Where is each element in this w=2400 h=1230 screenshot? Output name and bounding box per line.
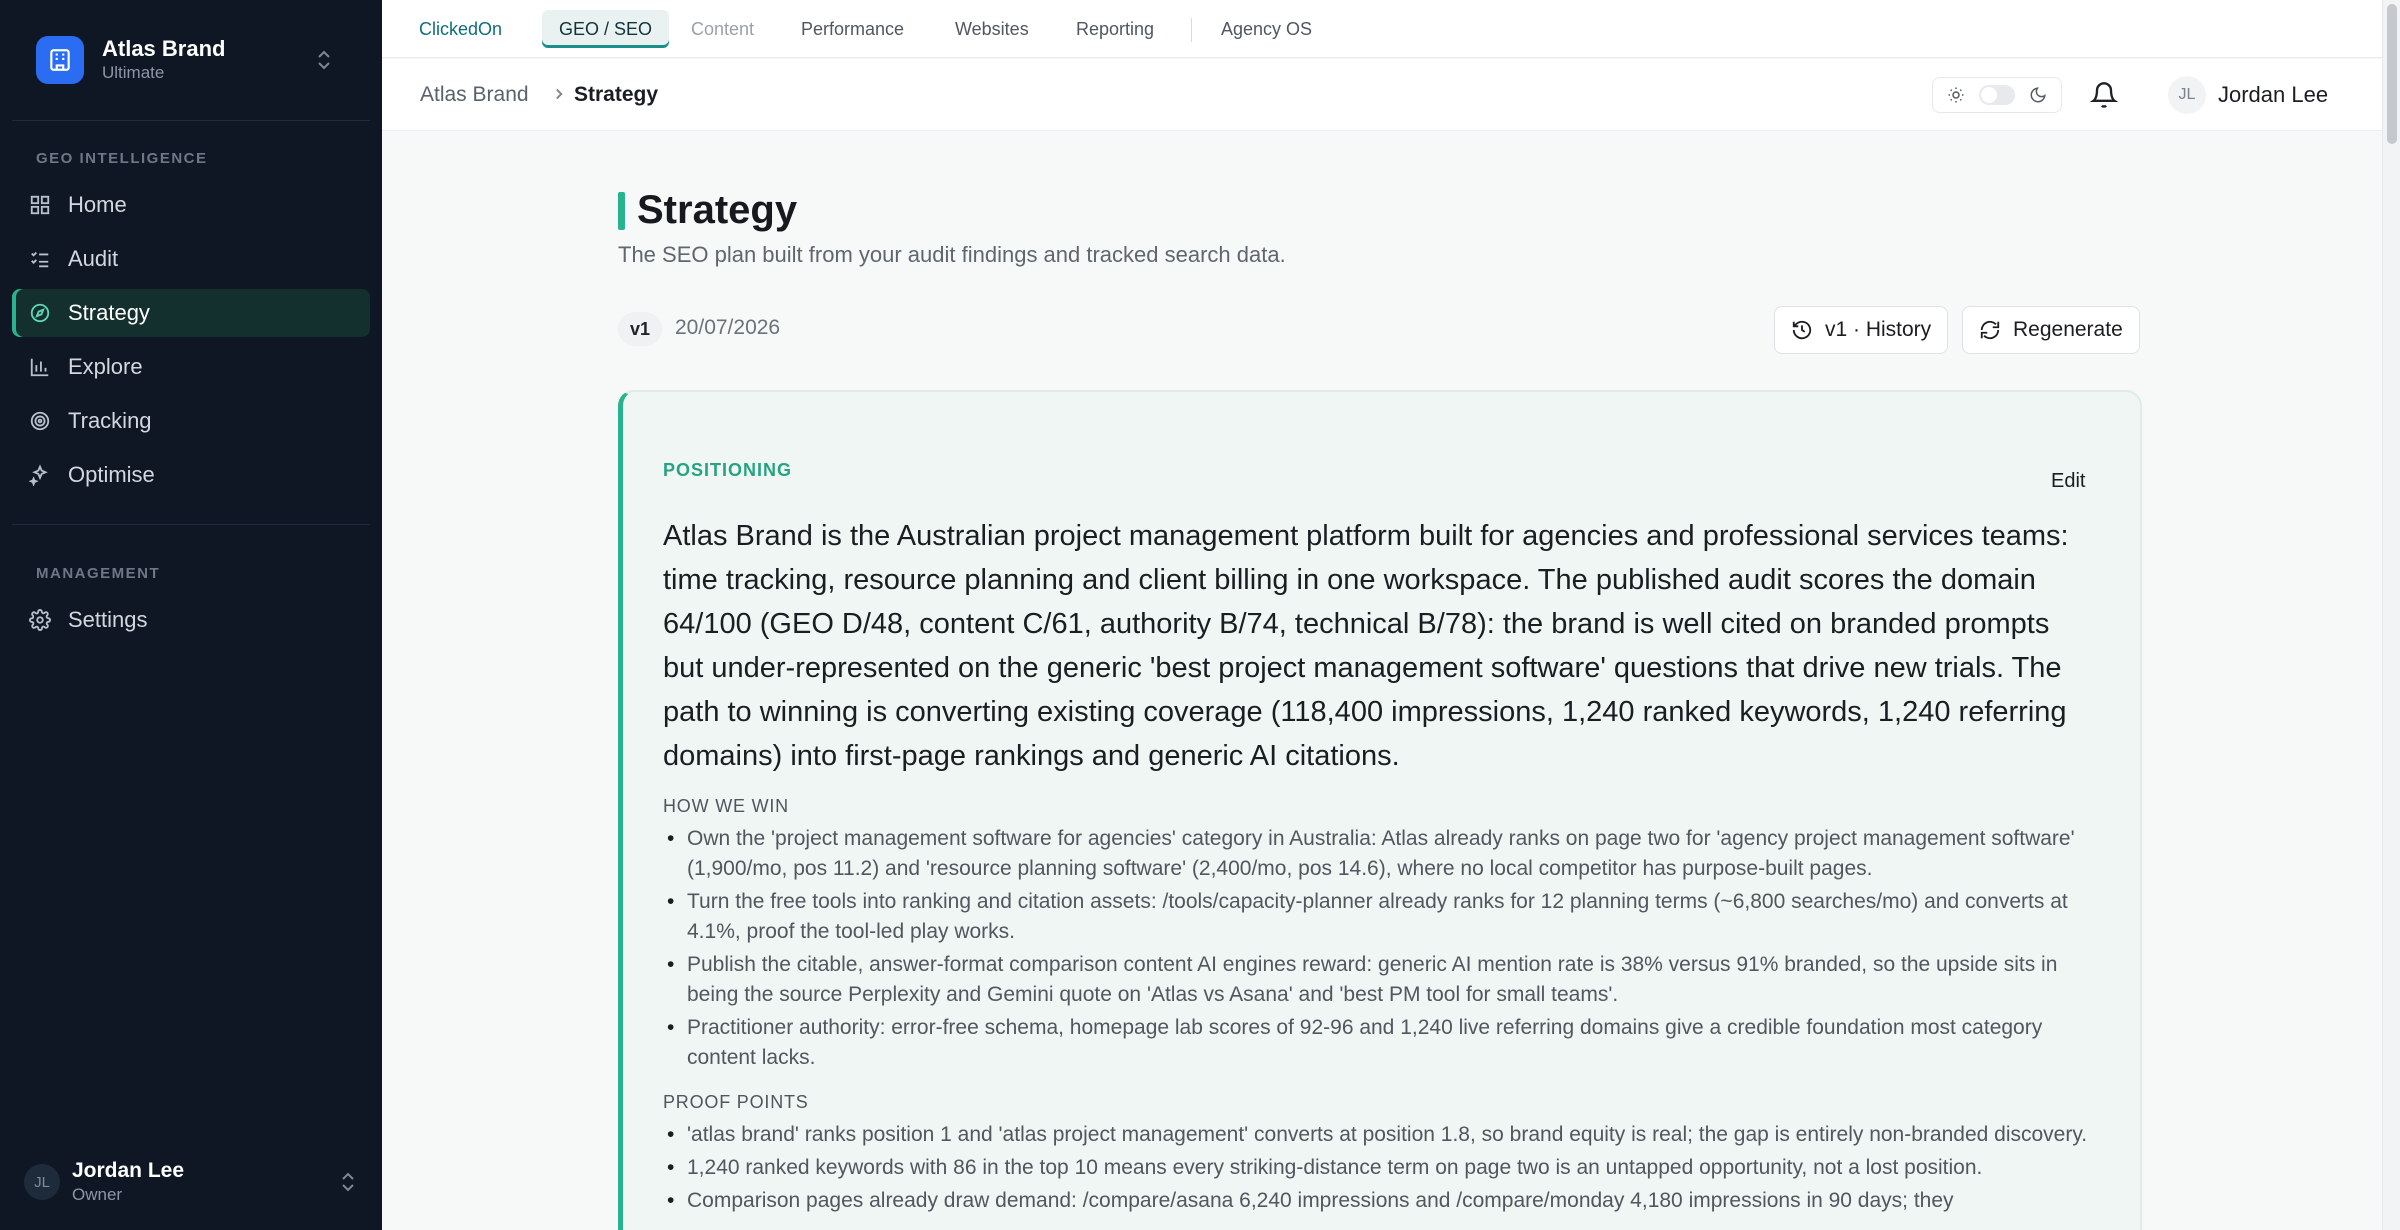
avatar: JL bbox=[2168, 76, 2206, 114]
grid-icon bbox=[28, 193, 52, 217]
building-icon bbox=[36, 36, 84, 84]
title-accent-bar bbox=[618, 192, 625, 230]
user-name: Jordan Lee bbox=[72, 1159, 185, 1182]
tab-divider bbox=[1191, 18, 1192, 42]
sidebar-divider bbox=[12, 524, 370, 525]
theme-switch-knob bbox=[1981, 87, 1997, 103]
target-icon bbox=[28, 409, 52, 433]
sidebar bbox=[0, 0, 382, 1230]
brand-plan: Ultimate bbox=[102, 63, 165, 82]
page-title: Strategy bbox=[637, 188, 798, 232]
positioning-body: Atlas Brand is the Australian project management platform built for agencies and professional services teams: time tracking, resource planning and client billing in one workspace. The published audit scores the domain 64/100 (GEO D/48, content C/61, authority B/74, technical B/78): the brand is well cited on branded prompts but under-represented on the generic 'best project management software' questions that drive new trials. The path to winning is converting existing coverage (118,400 impressions, 1,240 ranked keywords, 1,240 referring domains) into first-page rankings and generic AI citations. bbox=[663, 520, 2069, 772]
sidebar-item-label: Strategy bbox=[68, 300, 150, 325]
sidebar-item-tracking[interactable] bbox=[12, 397, 370, 445]
list-item: • Comparison pages already draw demand: /compare/asana 6,240 impressions and /compare/monday 4,180 impressions in 90 days; they bbox=[663, 1186, 2103, 1216]
account-switcher[interactable] bbox=[24, 1154, 358, 1210]
brand-name: Atlas Brand bbox=[102, 36, 226, 61]
tab-performance[interactable]: Performance bbox=[801, 18, 905, 39]
bell-icon[interactable] bbox=[2090, 81, 2118, 109]
page-title-block bbox=[618, 188, 797, 233]
sidebar-item-label: Audit bbox=[68, 246, 119, 271]
regenerate-button-label: Regenerate bbox=[2013, 318, 2123, 341]
avatar: JL bbox=[24, 1164, 60, 1200]
sidebar-item-strategy[interactable] bbox=[12, 289, 370, 337]
sparkles-icon bbox=[28, 463, 52, 487]
sidebar-item-optimise[interactable] bbox=[12, 451, 370, 499]
sidebar-item-label: Settings bbox=[68, 607, 148, 632]
refresh-icon bbox=[1979, 319, 2001, 341]
proof-points-label: PROOF POINTS bbox=[663, 1092, 809, 1112]
user-menu[interactable] bbox=[2168, 76, 2328, 114]
gear-icon bbox=[28, 608, 52, 632]
theme-switch[interactable] bbox=[1979, 85, 2015, 105]
user-role: Owner bbox=[72, 1185, 123, 1204]
edit-button[interactable]: Edit bbox=[2051, 470, 2086, 492]
page-subtitle: The SEO plan built from your audit findings and tracked search data. bbox=[618, 242, 1286, 267]
compass-icon bbox=[28, 301, 52, 325]
list-item: • Turn the free tools into ranking and citation assets: /tools/capacity-planner already ranks for 12 planning terms (~6,800 searches/mo) and converts at 4.1%, proof the tool-led play works. bbox=[663, 887, 2103, 947]
breadcrumb-root[interactable]: Atlas Brand bbox=[420, 83, 529, 106]
page-scrollbar[interactable] bbox=[2382, 0, 2400, 1230]
positioning-card bbox=[618, 390, 2142, 1230]
theme-toggle[interactable] bbox=[1932, 77, 2062, 113]
history-button-label: v1 · History bbox=[1825, 318, 1932, 341]
sun-icon bbox=[1947, 86, 1965, 104]
section-label-management: MANAGEMENT bbox=[36, 565, 161, 582]
positioning-label: POSITIONING bbox=[663, 460, 793, 480]
how-we-win-list bbox=[663, 824, 2103, 1076]
sidebar-item-explore[interactable] bbox=[12, 343, 370, 391]
user-name: Jordan Lee bbox=[2218, 82, 2329, 107]
version-date: 20/07/2026 bbox=[675, 316, 781, 339]
proof-points-list bbox=[663, 1120, 2103, 1219]
top-nav bbox=[382, 0, 2382, 58]
breadcrumb-current: Strategy bbox=[574, 83, 659, 106]
chevron-up-down-icon bbox=[338, 1170, 358, 1194]
sidebar-item-audit[interactable] bbox=[12, 235, 370, 283]
sidebar-item-label: Optimise bbox=[68, 462, 155, 487]
chevron-right-icon bbox=[550, 85, 568, 103]
sidebar-divider bbox=[12, 120, 370, 121]
tab-content[interactable]: Content bbox=[691, 18, 755, 39]
sidebar-item-label: Explore bbox=[68, 354, 143, 379]
brand-switcher[interactable] bbox=[24, 30, 358, 90]
list-item: • Own the 'project management software for agencies' category in Australia: Atlas already ranks on page two for 'agency project management software' (1,900/mo, pos 11.2) and 'resource planning software' (2,400/mo, pos 14.6), where no local competitor has purpose-built pages. bbox=[663, 824, 2103, 884]
list-item: • 'atlas brand' ranks position 1 and 'atlas project management' converts at position 1.8, so brand equity is real; the gap is entirely non-branded discovery. bbox=[663, 1120, 2103, 1150]
regenerate-button[interactable] bbox=[1962, 306, 2140, 354]
sidebar-item-label: Home bbox=[68, 192, 127, 217]
list-item: • Publish the citable, answer-format comparison content AI engines reward: generic AI mention rate is 38% versus 91% branded, so the upside sits in being the source Perplexity and Gemini quote on 'Atlas vs Asana' and 'best PM tool for small teams'. bbox=[663, 950, 2103, 1010]
scrollbar-thumb[interactable] bbox=[2387, 4, 2397, 144]
tab-websites[interactable]: Websites bbox=[955, 18, 1029, 39]
list-item: • Practitioner authority: error-free schema, homepage lab scores of 92-96 and 1,240 live referring domains give a credible foundation most category content lacks. bbox=[663, 1013, 2103, 1073]
tab-agency-os[interactable]: Agency OS bbox=[1221, 18, 1313, 39]
bar-chart-icon bbox=[28, 355, 52, 379]
history-icon bbox=[1791, 319, 1813, 341]
list-item: • 1,240 ranked keywords with 86 in the top 10 means every striking-distance term on page two is an untapped opportunity, not a lost position. bbox=[663, 1153, 2103, 1183]
tab-clickedon[interactable]: ClickedOn bbox=[419, 18, 503, 39]
header-bar bbox=[382, 59, 2382, 131]
tab-reporting[interactable]: Reporting bbox=[1076, 18, 1155, 39]
sidebar-item-settings[interactable] bbox=[12, 596, 370, 644]
history-button[interactable] bbox=[1774, 306, 1948, 354]
checklist-icon bbox=[28, 247, 52, 271]
moon-icon bbox=[2029, 86, 2047, 104]
chevron-up-down-icon bbox=[314, 48, 334, 72]
how-we-win-label: HOW WE WIN bbox=[663, 796, 789, 816]
version-badge: v1 bbox=[618, 312, 662, 346]
section-label-geo: GEO INTELLIGENCE bbox=[36, 150, 208, 167]
sidebar-item-label: Tracking bbox=[68, 408, 152, 433]
tab-geo-seo[interactable]: GEO / SEO bbox=[542, 10, 669, 48]
sidebar-item-home[interactable] bbox=[12, 181, 370, 229]
